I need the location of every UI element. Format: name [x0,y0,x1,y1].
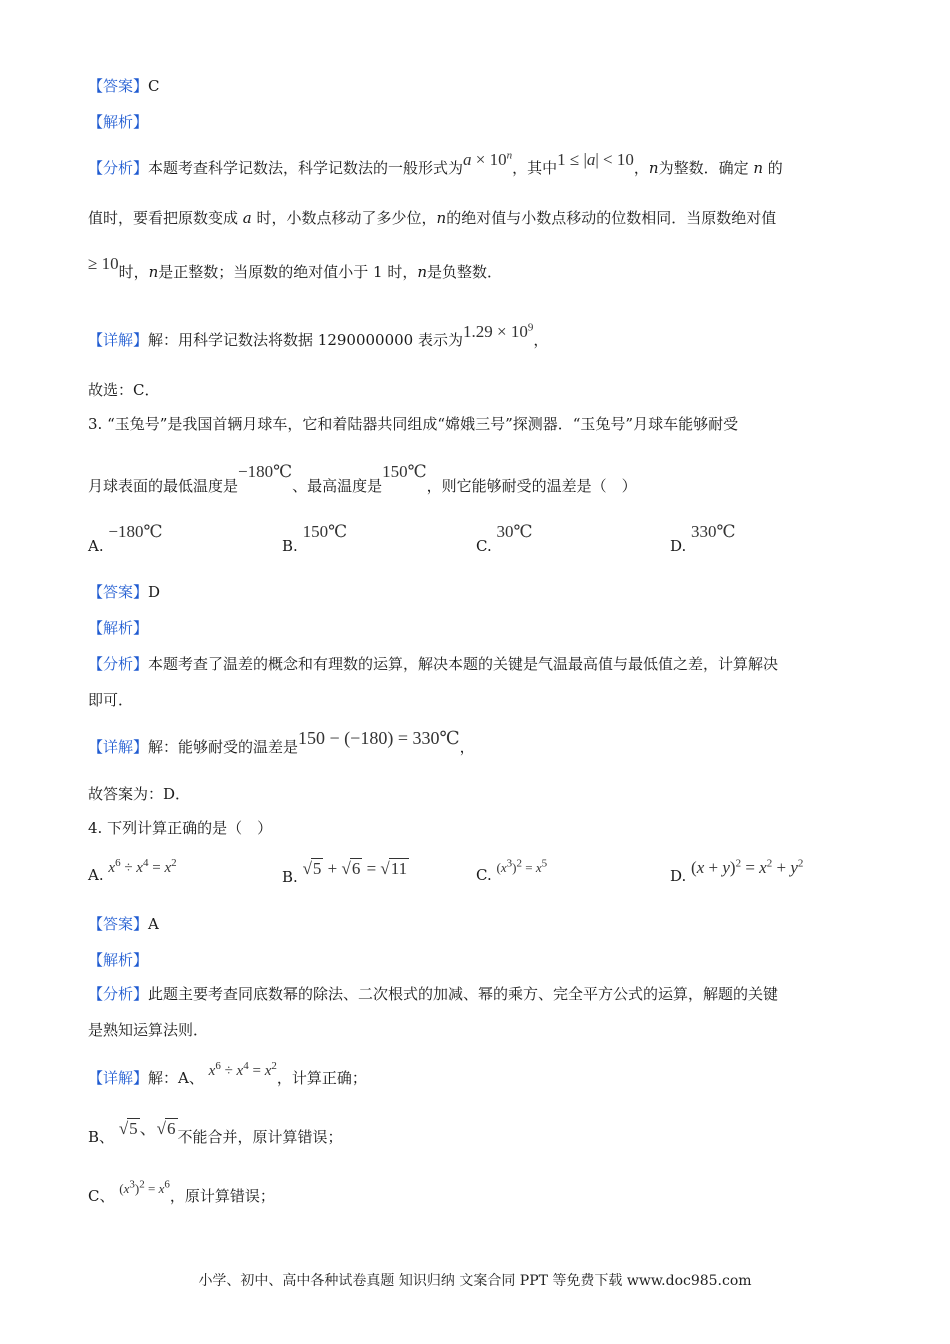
stem-text: ，则它能够耐受的温差是（ ） [426,477,637,495]
q2-explain-line [88,112,148,132]
formula-sqrt-sum: √5 + √6 = √11 [302,859,408,878]
option-label: D. [670,537,687,555]
analysis-tag: 【分析】 [88,985,149,1003]
analysis-text: 此题主要考查同底数幂的除法、二次根式的加减、幂的乘方、完全平方公式的运算，解题的关键 [148,985,779,1003]
q4-detail-a [88,1060,367,1089]
analysis-text: 为整数．确定 [658,159,749,177]
q3-analysis-line-2: 即可． [88,691,134,709]
detail-tag: 【详解】 [88,1069,149,1087]
q2-conclusion: 故选：C． [88,381,160,399]
answer-value: D [148,583,161,601]
q3-option-c [476,522,533,556]
q4-option-c [476,857,548,884]
analysis-text: 本题考查了温差的概念和有理数的运算，解决本题的关键是气温最高值与最低值之差，计算解决 [148,655,779,673]
stem-text: 、最高温度是 [292,477,383,495]
option-value: 150℃ [302,522,348,541]
q3-answer-line [88,582,160,602]
option-value: −180℃ [108,522,163,541]
q4-option-b [282,859,409,887]
analysis-text: 本题考查科学记数法，科学记数法的一般形式为 [148,159,464,177]
detail-text: ， [533,331,549,349]
formula-power-of-power-correct: $(x^3)^2 = x^6$ [119,1178,170,1196]
analysis-text: 值时，要看把原数变成 [88,209,239,227]
analysis-text: 的 [767,159,783,177]
q4-option-d [670,857,804,886]
q2-analysis-line-3: ≥ 10时，n是正整数；当原数的绝对值小于 1 时，n是负整数． [88,254,503,281]
detail-text: B、 [88,1128,115,1146]
option-label: B. [282,537,298,555]
analysis-text: ， [633,159,649,177]
detail-text: C、 [88,1187,115,1205]
detail-tag: 【详解】 [88,331,149,349]
q4-detail-c [88,1178,275,1207]
q3-option-a [88,522,163,556]
detail-text: 解：A、 [148,1069,204,1087]
answer-tag: 【答案】 [88,915,149,933]
option-value: 30℃ [496,522,533,541]
q3-option-b [282,522,348,556]
analysis-text: ，其中 [512,159,558,177]
detail-text: 不能合并，原计算错误； [177,1128,343,1146]
stem-text: 月球表面的最低温度是 [88,477,239,495]
detail-text: ，原计算错误； [169,1187,275,1205]
option-label: A. [88,866,104,884]
answer-value: A [148,915,159,933]
explain-tag: 【解析】 [88,113,149,131]
formula-power-of-power: $(x^3)^2 = x^5$ [496,857,548,875]
formula-1-29e9: $1.29 \times 10^9$ [463,321,534,341]
explain-tag: 【解析】 [88,619,149,637]
answer-tag: 【答案】 [88,77,149,95]
answer-tag: 【答案】 [88,583,149,601]
formula-x6-div-x4: $x^6 \div x^4 = x^2$ [108,857,177,876]
answer-value: C [148,77,160,95]
detail-text: 解：能够耐受的温差是 [148,738,299,756]
formula-abs-a-range: 1 ≤ |a| < 10 [557,150,634,169]
q4-option-a [88,857,177,885]
q4-answer-line [88,914,159,934]
q2-answer-line [88,76,160,96]
option-label: D. [670,867,687,885]
q2-analysis-line-2: 值时，要看把原数变成 a 时，小数点移动了多少位，n的绝对值与小数点移动的位数相同．当原数绝对值 [88,209,777,227]
high-temp: 150℃ [382,462,427,481]
formula-sqrt5-sqrt6: √5 、√6 [118,1119,176,1138]
analysis-tag: 【分析】 [88,159,149,177]
option-label: B. [282,868,298,886]
q4-explain-line [88,950,148,970]
q4-analysis-line-1 [88,984,778,1004]
option-value: 330℃ [691,522,736,541]
option-label: C. [476,537,492,555]
option-label: A. [88,537,104,555]
q3-analysis-line-1 [88,654,778,674]
formula-geq-10: ≥ 10 [88,254,119,273]
q3-stem-line-1: 3. “玉兔号”是我国首辆月球车，它和着陆器共同组成“嫦娥三号”探测器．“玉兔号”月球车能够耐受 [88,415,739,433]
q3-option-d [670,522,736,556]
q3-stem-line-2 [88,462,637,496]
option-label: C. [476,866,492,884]
detail-text: ， [459,738,475,756]
analysis-text: 是正整数；当原数的绝对值小于 1 时， [158,263,418,281]
formula-temp-diff: 150 − (−180) = 330℃ [298,728,460,748]
explain-tag: 【解析】 [88,951,149,969]
q2-analysis-line-1: 【分析】本题考查科学记数法，科学记数法的一般形式为$a \times 10^n$，其中1 ≤ |a| < 10，n为整数．确定 n 的 [88,149,783,177]
q3-detail-line [88,728,475,757]
analysis-text: 时， [118,263,149,281]
detail-text: ，计算正确； [276,1069,367,1087]
q3-conclusion: 故答案为：D． [88,785,191,803]
q4-stem: 4. 下列计算正确的是（ ） [88,819,273,837]
detail-text: 解：用科学记数法将数据 1290000000 表示为 [148,331,463,349]
analysis-text: 的绝对值与小数点移动的位数相同．当原数绝对值 [446,209,777,227]
q3-explain-line [88,618,148,638]
q4-analysis-line-2: 是熟知运算法则． [88,1021,209,1039]
q2-detail-line [88,321,549,350]
formula-square-sum: $(x + y)^2 = x^2 + y^2$ [691,857,804,877]
analysis-tag: 【分析】 [88,655,149,673]
analysis-text: 时，小数点移动了多少位， [256,209,437,227]
page-footer: 小学、初中、高中各种试卷真题 知识归纳 文案合同 PPT 等免费下载 www.doc985.com [198,1273,752,1289]
formula-a-times-10n: $a \times 10^n$ [463,149,513,169]
q4-detail-b [88,1119,343,1147]
formula-x6-div-x4: $x^6 \div x^4 = x^2$ [208,1060,277,1079]
detail-tag: 【详解】 [88,738,149,756]
low-temp: −180℃ [238,462,293,481]
analysis-text: 是负整数． [427,263,503,281]
